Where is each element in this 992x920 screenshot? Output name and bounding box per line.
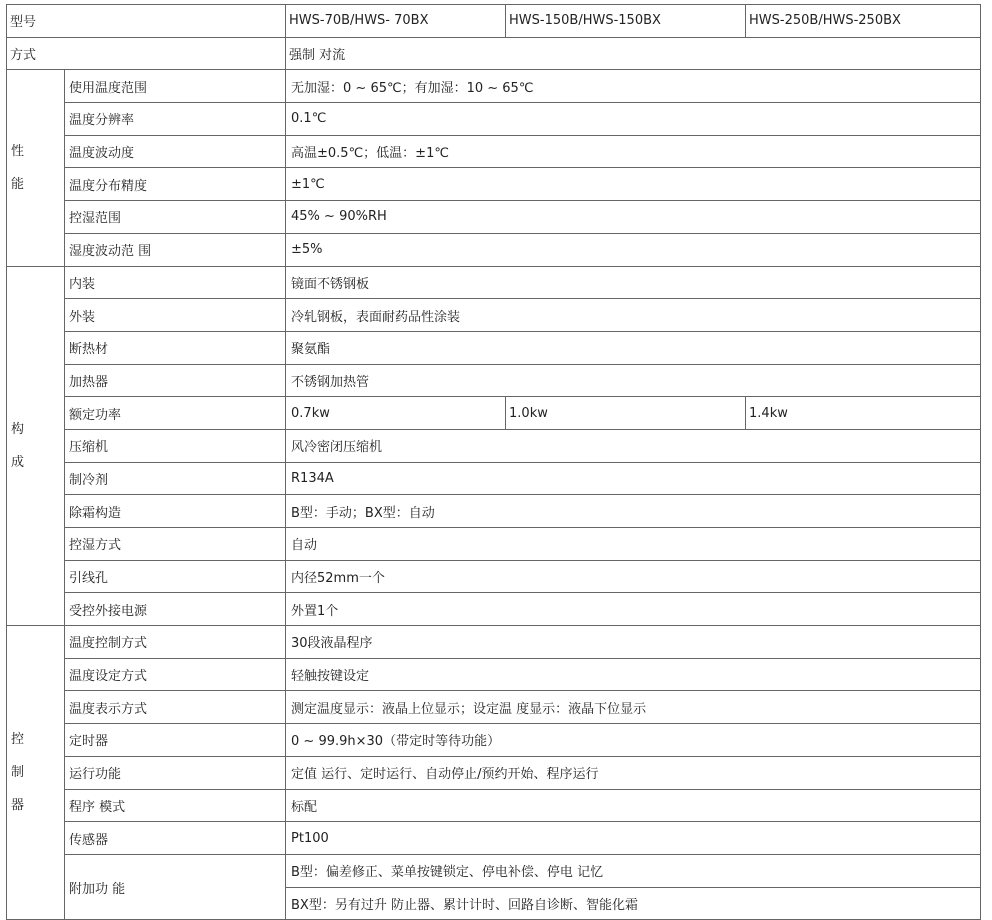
row-label: 附加功 能	[65, 854, 286, 919]
row-label: 程序 模式	[65, 789, 286, 822]
spec-table	[6, 4, 981, 920]
row-value: 风冷密闭压缩机	[286, 429, 981, 462]
method-row	[7, 37, 981, 70]
section-controller: 控 制 器	[7, 626, 65, 920]
row-label: 引线孔	[65, 560, 286, 593]
row-value: 30段液晶程序	[286, 626, 981, 659]
table-row	[7, 364, 981, 397]
row-value: 45% ~ 90%RH	[286, 201, 981, 234]
table-row	[7, 429, 981, 462]
power-row	[7, 397, 981, 430]
row-value: R134A	[286, 462, 981, 495]
section-construction: 构 成	[7, 266, 65, 626]
table-row	[7, 70, 981, 103]
row-value: 0.1℃	[286, 103, 981, 136]
row-label: 控湿范围	[65, 201, 286, 234]
row-value: 自动	[286, 528, 981, 561]
row-label: 外装	[65, 299, 286, 332]
table-row	[7, 299, 981, 332]
table-row	[7, 593, 981, 626]
row-value: 内径52mm一个	[286, 560, 981, 593]
row-label: 断热材	[65, 331, 286, 364]
row-value: ±1℃	[286, 168, 981, 201]
row-value: 0 ~ 99.9h×30（带定时等待功能）	[286, 724, 981, 757]
row-label: 使用温度范围	[65, 70, 286, 103]
model-70: HWS-70B/HWS- 70BX	[286, 5, 506, 38]
row-label: 温度分辨率	[65, 103, 286, 136]
table-row	[7, 135, 981, 168]
table-row	[7, 560, 981, 593]
row-value: 冷轧钢板，表面耐药品性涂装	[286, 299, 981, 332]
row-value: 外置1个	[286, 593, 981, 626]
table-row	[7, 103, 981, 136]
table-row	[7, 528, 981, 561]
table-row	[7, 168, 981, 201]
row-value: ±5%	[286, 233, 981, 266]
row-label: 定时器	[65, 724, 286, 757]
row-value: B型：偏差修正、菜单按键锁定、停电补偿、停电 记忆	[286, 854, 981, 887]
model-label: 型号	[7, 5, 286, 38]
row-value: 无加湿：0 ~ 65℃；有加湿：10 ~ 65℃	[286, 70, 981, 103]
row-label: 受控外接电源	[65, 593, 286, 626]
table-row	[7, 462, 981, 495]
table-row	[7, 854, 981, 887]
row-value: 不锈钢加热管	[286, 364, 981, 397]
row-label: 温度分布精度	[65, 168, 286, 201]
row-value: Pt100	[286, 822, 981, 855]
row-label: 控湿方式	[65, 528, 286, 561]
row-label: 传感器	[65, 822, 286, 855]
row-label: 内装	[65, 266, 286, 299]
table-row	[7, 331, 981, 364]
method-value: 强制 对流	[286, 37, 981, 70]
table-row	[7, 495, 981, 528]
power-250: 1.4kw	[746, 397, 981, 430]
row-value: 定值 运行、定时运行、自动停止/预约开始、程序运行	[286, 756, 981, 789]
row-value: 测定温度显示：液晶上位显示；设定温 度显示：液晶下位显示	[286, 691, 981, 724]
table-row	[7, 626, 981, 659]
row-label: 加热器	[65, 364, 286, 397]
row-value: 高温±0.5℃；低温：±1℃	[286, 135, 981, 168]
table-row	[7, 233, 981, 266]
row-label: 温度波动度	[65, 135, 286, 168]
row-value: 聚氨酯	[286, 331, 981, 364]
row-label: 温度表示方式	[65, 691, 286, 724]
row-label: 运行功能	[65, 756, 286, 789]
row-label: 制冷剂	[65, 462, 286, 495]
row-value: B型：手动；BX型：自动	[286, 495, 981, 528]
row-label: 压缩机	[65, 429, 286, 462]
row-label: 额定功率	[65, 397, 286, 430]
row-label: 温度设定方式	[65, 658, 286, 691]
row-label: 湿度波动范 围	[65, 233, 286, 266]
model-150: HWS-150B/HWS-150BX	[506, 5, 746, 38]
table-row	[7, 724, 981, 757]
row-value: BX型：另有过升 防止器、累计计时、回路自诊断、智能化霜	[286, 887, 981, 920]
section-performance: 性 能	[7, 70, 65, 266]
model-250: HWS-250B/HWS-250BX	[746, 5, 981, 38]
model-row	[7, 5, 981, 38]
table-row	[7, 201, 981, 234]
table-row	[7, 822, 981, 855]
power-70: 0.7kw	[286, 397, 506, 430]
row-value: 标配	[286, 789, 981, 822]
table-row	[7, 266, 981, 299]
row-value: 轻触按键设定	[286, 658, 981, 691]
table-row	[7, 658, 981, 691]
table-row	[7, 691, 981, 724]
row-value: 镜面不锈钢板	[286, 266, 981, 299]
table-row	[7, 756, 981, 789]
row-label: 除霜构造	[65, 495, 286, 528]
row-label: 温度控制方式	[65, 626, 286, 659]
table-row	[7, 789, 981, 822]
power-150: 1.0kw	[506, 397, 746, 430]
method-label: 方式	[7, 37, 286, 70]
